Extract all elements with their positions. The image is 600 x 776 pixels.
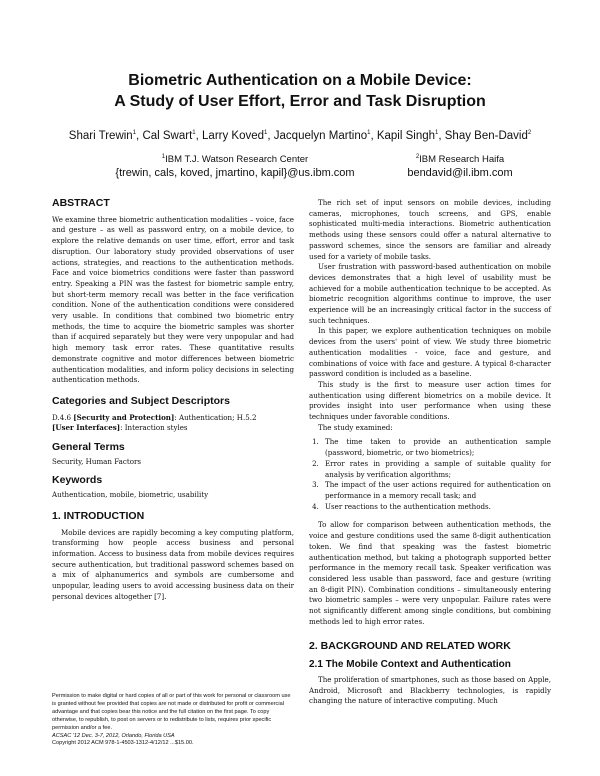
introduction-heading: 1. INTRODUCTION <box>52 509 145 522</box>
categories-heading: Categories and Subject Descriptors <box>52 394 230 407</box>
affiliation-ibm-watson <box>90 151 380 180</box>
general-terms-text: Security, Human Factors <box>52 456 142 466</box>
background-heading: 2. BACKGROUND AND RELATED WORK <box>309 640 511 653</box>
body-paragraph: The rich set of input sensors on mobile devices, including cameras, microphones, touch screens, and GPS, enable sophisticated multi-media interactions. Biometric authentication methods using these sensors could offer a natural alternative to password schemes, since the sensors are familiar and already used for a variety of mobile tasks. <box>309 198 551 261</box>
author-name: Cal Swart <box>142 130 193 142</box>
general-terms-heading: General Terms <box>52 441 125 454</box>
affiliation-mark: 2 <box>527 130 532 137</box>
affiliation-mark: 1 <box>192 130 196 137</box>
affiliation-org: IBM T.J. Watson Research Center <box>165 154 309 166</box>
body-paragraph: This study is the first to measure user action times for authentication using different biometrics on a mobile device. It provides insight into user performance when using these techniques under favorable conditions. <box>309 379 551 422</box>
affiliation-org: IBM Research Haifa <box>419 154 505 166</box>
list-item: 2. Error rates in providing a sample of suitable quality for analysis by verification algorithms; <box>321 459 551 480</box>
title-line-1: Biometric Authentication on a Mobile Device: <box>128 72 472 89</box>
affiliation-mark: 2 <box>415 154 420 160</box>
affiliation-emails: bendavid@il.ibm.com <box>407 167 513 180</box>
author-name: Shay Ben-David <box>444 130 528 142</box>
paper-title <box>40 70 560 112</box>
left-column <box>52 198 294 603</box>
body-paragraph: The proliferation of smartphones, such as those based on Apple, Android, Microsoft and Blackberry technologies, is rapidly changing the nature of interactive computing. Much <box>309 674 551 706</box>
body-paragraph: In this paper, we explore authentication techniques on mobile devices from the users' point of view. We study three biometric authentication modalities - voice, face and gesture, and combinations of voice with face and gesture. A typical 8-character password condition is included as a baseline. <box>309 326 551 379</box>
author-list: Shari Trewin$^1$, Cal Swart$^1$, Larry Koved$^1$, Jacquelyn Martino$^1$, Kapil Singh$^1$, Shay Ben-David$^2$ <box>68 130 532 142</box>
body-paragraph: The study examined: <box>318 422 393 432</box>
keywords-text: Authentication, mobile, biometric, usability <box>52 490 209 500</box>
mobile-context-heading: 2.1 The Mobile Context and Authentication <box>309 659 511 671</box>
affiliation-mark: 1 <box>161 154 166 160</box>
abstract-heading: ABSTRACT <box>52 197 110 209</box>
author-name: Larry Koved <box>202 130 265 142</box>
conference-venue: ACSAC '12 Dec. 3-7, 2012, Orlando, Florida USA <box>52 732 175 739</box>
affiliation-mark: 1 <box>132 130 137 137</box>
right-column <box>309 198 551 707</box>
affiliation-emails: {trewin, cals, koved, jmartino, kapil}@us.ibm.com <box>115 167 355 180</box>
body-paragraph: To allow for comparison between authentication methods, the voice and gesture conditions used the same 8-digit authentication token. We find that speaking was the fastest biometric authentication method, but taking a photograph supported better performance in the memory recall task. Speaker verification was considered less usable than password, face and gesture (writing an 8-digit PIN). Combination conditions – simultaneously entering two biometric samples – were very unpopular. Failure rates were not significantly different among single conditions, but combining methods led to high error rates. <box>309 520 551 626</box>
affiliation-ibm-haifa <box>380 151 540 180</box>
author-name: Jacquelyn Martino <box>273 130 368 142</box>
study-items-list <box>309 437 551 512</box>
affiliation-mark: 1 <box>435 130 439 137</box>
affiliation-mark: 1 <box>264 130 268 137</box>
categories-text: D.4.6 [Security and Protection]: Authentication; H.5.2 [User Interfaces]: Interaction styles <box>52 412 257 433</box>
list-item: 1. The time taken to provide an authentication sample (password, biometric, or two biometrics); <box>321 437 551 458</box>
introduction-text: Mobile devices are rapidly becoming a key computing platform, transforming how people access business and personal information. Access to business data from mobile devices requires secure authentication, but traditional password schemes based on a mix of alphanumerics and symbols are cumbersome and unpopular, leading users to avoid accessing business data on their personal devices altogether [7]. <box>52 527 294 601</box>
abstract-text: We examine three biometric authentication modalities – voice, face and gesture – as well as password entry, on a mobile device, to explore the relative demands on user time, effort, error and task disruption. Our laboratory study provided observations of user actions, strategies, and reactions to the authentication methods. Face and voice biometrics conditions were faster than password entry. Speaking a PIN was the fastest for biometric sample entry, but short-term memory recall was better in the face verification condition. None of the authentication conditions were considered very usable. In conditions that combined two biometric entry methods, the time to acquire the biometric samples was shorter than if acquired separately but they were very unpopular and had high memory task error rates. These quantitative results demonstrate cognitive and motor differences between biometric authentication modalities, and inform policy decisions in selecting authentication methods. <box>52 214 294 385</box>
copyright-line: Copyright 2012 ACM 978-1-4503-1312-4/12/12 ...$15.00. <box>52 740 194 747</box>
keywords-heading: Keywords <box>52 474 103 487</box>
title-line-2: A Study of User Effort, Error and Task Disruption <box>114 93 486 110</box>
permission-notice: Permission to make digital or hard copies of all or part of this work for personal or classroom use is granted without fee provided that copies are not made or distributed for profit or commercial advantage and that copies bear this notice and the full citation on the first page. To copy otherwise, to republish, to post on servers or to redistribute to lists, requires prior specific permission and/or a fee. <box>52 693 291 731</box>
body-paragraph: User frustration with password-based authentication on mobile devices demonstrates that a high level of usability must be achieved for a mobile authentication technique to be accepted. As biometric recognition algorithms continue to improve, the user experience will be an increasingly critical factor in the success of such techniques. <box>309 262 551 325</box>
affiliation-mark: 1 <box>367 130 371 137</box>
list-item: 4. User reactions to the authentication methods. <box>321 502 551 513</box>
author-name: Shari Trewin <box>68 130 133 142</box>
list-item: 3. The impact of the user actions required for authentication on performance in a memory recall task; and <box>321 480 551 501</box>
author-name: Kapil Singh <box>376 130 436 142</box>
copyright-footnote <box>52 693 294 748</box>
